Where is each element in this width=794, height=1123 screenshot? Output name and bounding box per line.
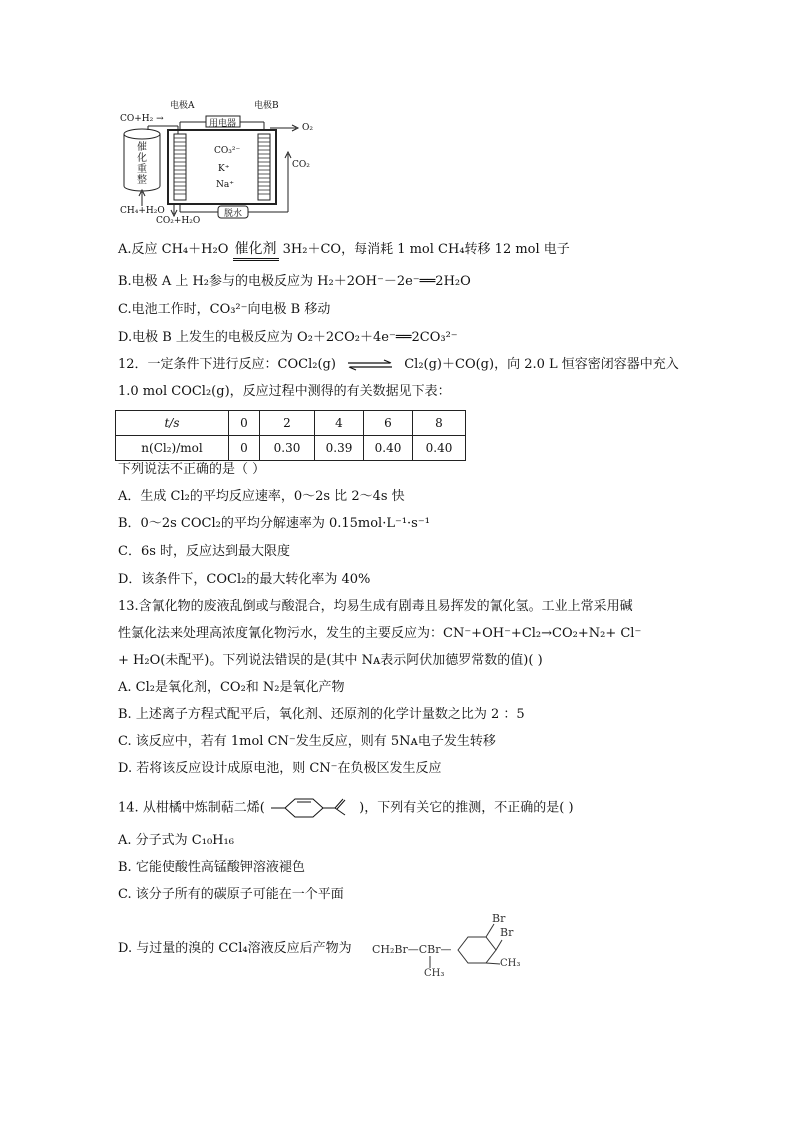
q12-option-c: C．6s 时，反应达到最大限度 bbox=[118, 544, 291, 559]
q14-option-d: D. 与过量的溴的 CCl₄溶液反应后产物为 bbox=[118, 941, 352, 956]
q12-option-a: A．生成 Cl₂的平均反应速率，0～2s 比 2～4s 快 bbox=[118, 489, 405, 504]
q13-option-c: C. 该反应中，若有 1mol CN⁻发生反应，则有 5Nᴀ电子发生转移 bbox=[118, 734, 496, 749]
product-ring-svg bbox=[372, 912, 532, 984]
table-header-cell: t/s bbox=[116, 411, 229, 436]
electrode-a-label: 电极A bbox=[170, 101, 195, 111]
product-br-top: Br bbox=[492, 912, 506, 925]
q14-option-b: B. 它能使酸性高锰酸钾溶液褪色 bbox=[118, 860, 305, 875]
q12-stem-a: 12．一定条件下进行反应：COCl₂(g) bbox=[118, 357, 336, 372]
fuel-cell-diagram bbox=[118, 94, 328, 233]
q13-option-a: A. Cl₂是氧化剂，CO₂和 N₂是氧化产物 bbox=[118, 680, 345, 695]
table-cell: 0 bbox=[229, 436, 260, 461]
table-header-cell: 8 bbox=[413, 411, 466, 436]
option-a-start: A.反应 CH₄＋H₂O bbox=[118, 242, 229, 257]
reformer-input-label: CH₄+H₂O bbox=[120, 206, 165, 216]
product-ch3-below: CH₃ bbox=[424, 968, 445, 979]
product-ch3-ring: CH₃ bbox=[500, 958, 521, 969]
product-chain: CH₂Br—CBr— bbox=[372, 943, 452, 956]
data-table bbox=[115, 410, 466, 461]
table-cell: 0.40 bbox=[364, 436, 413, 461]
q12-stem-line bbox=[118, 356, 679, 374]
table-header-cell: 6 bbox=[364, 411, 413, 436]
q13-option-b: B. 上述离子方程式配平后，氧化剂、还原剂的化学计量数之比为 2 ：5 bbox=[118, 707, 525, 722]
table-row-label: n(Cl₂)/mol bbox=[116, 436, 229, 461]
q14-stem-a: 14. 从柑橘中炼制萜二烯( bbox=[118, 800, 265, 816]
q13-stem-1: 13.含氰化物的废液乱倒或与酸混合，均易生成有剧毒且易挥发的氰化氢。工业上常采用碱 bbox=[118, 599, 633, 614]
q12-stem-b: Cl₂(g)＋CO(g)，向 2.0 L 恒容密闭容器中充入 bbox=[404, 357, 679, 372]
q13-option-d: D. 若将该反应设计成原电池，则 CN⁻在负极区发生反应 bbox=[118, 761, 442, 776]
q14-stem-b: )，下列有关它的推测，不正确的是( ) bbox=[359, 800, 574, 816]
feed-label: CO+H₂ → bbox=[120, 114, 164, 124]
load-label: 用电器 bbox=[209, 119, 237, 129]
option-a-line bbox=[118, 240, 570, 261]
q12-ask: 下列说法不正确的是（ ） bbox=[118, 462, 266, 477]
table-header-cell: 0 bbox=[229, 411, 260, 436]
q12-option-b: B．0～2s COCl₂的平均分解速率为 0.15mol·L⁻¹·s⁻¹ bbox=[118, 516, 430, 531]
option-d: D.电极 B 上发生的电极反应为 O₂＋2CO₂＋4e⁻══2CO₃²⁻ bbox=[118, 330, 458, 345]
ion-sodium: Na⁺ bbox=[216, 180, 234, 190]
table-cell: 0.30 bbox=[260, 436, 315, 461]
table-row bbox=[116, 436, 466, 461]
option-a-rest: 3H₂＋CO，每消耗 1 mol CH₄转移 12 mol 电子 bbox=[282, 242, 570, 257]
table-header-row bbox=[116, 411, 466, 436]
catalyst-label: 催化剂 bbox=[233, 240, 279, 261]
q13-stem-3: + H₂O(未配平)。下列说法错误的是(其中 Nᴀ表示阿伏加德罗常数的值)( ) bbox=[118, 653, 543, 668]
q12-option-d: D．该条件下，COCl₂的最大转化率为 40% bbox=[118, 572, 371, 587]
dehydrate-label: 脱水 bbox=[224, 209, 243, 219]
q14-option-c: C. 该分子所有的碳原子可能在一个平面 bbox=[118, 887, 344, 902]
o2-label: O₂ bbox=[302, 123, 313, 133]
reformer-top bbox=[124, 129, 160, 139]
outlet-label: CO₂+H₂O bbox=[156, 216, 201, 226]
q12-stem-2: 1.0 mol COCl₂(g)，反应过程中测得的有关数据见下表： bbox=[118, 384, 451, 399]
table-cell: 0.40 bbox=[413, 436, 466, 461]
option-b: B.电极 A 上 H₂参与的电极反应为 H₂＋2OH⁻－2e⁻══2H₂O bbox=[118, 274, 471, 289]
ion-carbonate: CO₃²⁻ bbox=[214, 146, 241, 156]
q14-option-a: A. 分子式为 C₁₀H₁₆ bbox=[118, 833, 234, 848]
product-br-right: Br bbox=[500, 926, 514, 939]
option-c: C.电池工作时，CO₃²⁻向电极 B 移动 bbox=[118, 302, 331, 317]
co2-label: CO₂ bbox=[292, 160, 310, 170]
q14-stem-line bbox=[118, 795, 574, 821]
ion-potassium: K⁺ bbox=[218, 164, 230, 174]
terpene-structure-icon bbox=[269, 795, 355, 821]
product-structure bbox=[372, 912, 532, 984]
reformer-label: 催化重整 bbox=[137, 142, 147, 186]
electrode-b-label: 电极B bbox=[254, 101, 279, 111]
equilibrium-arrow-icon bbox=[346, 359, 394, 371]
table-header-cell: 2 bbox=[260, 411, 315, 436]
table-cell: 0.39 bbox=[315, 436, 364, 461]
q13-stem-2: 性氯化法来处理高浓度氰化物污水，发生的主要反应为：CN⁻+OH⁻+Cl₂→CO₂+N₂+ Cl⁻ bbox=[118, 626, 642, 641]
table-header-cell: 4 bbox=[315, 411, 364, 436]
